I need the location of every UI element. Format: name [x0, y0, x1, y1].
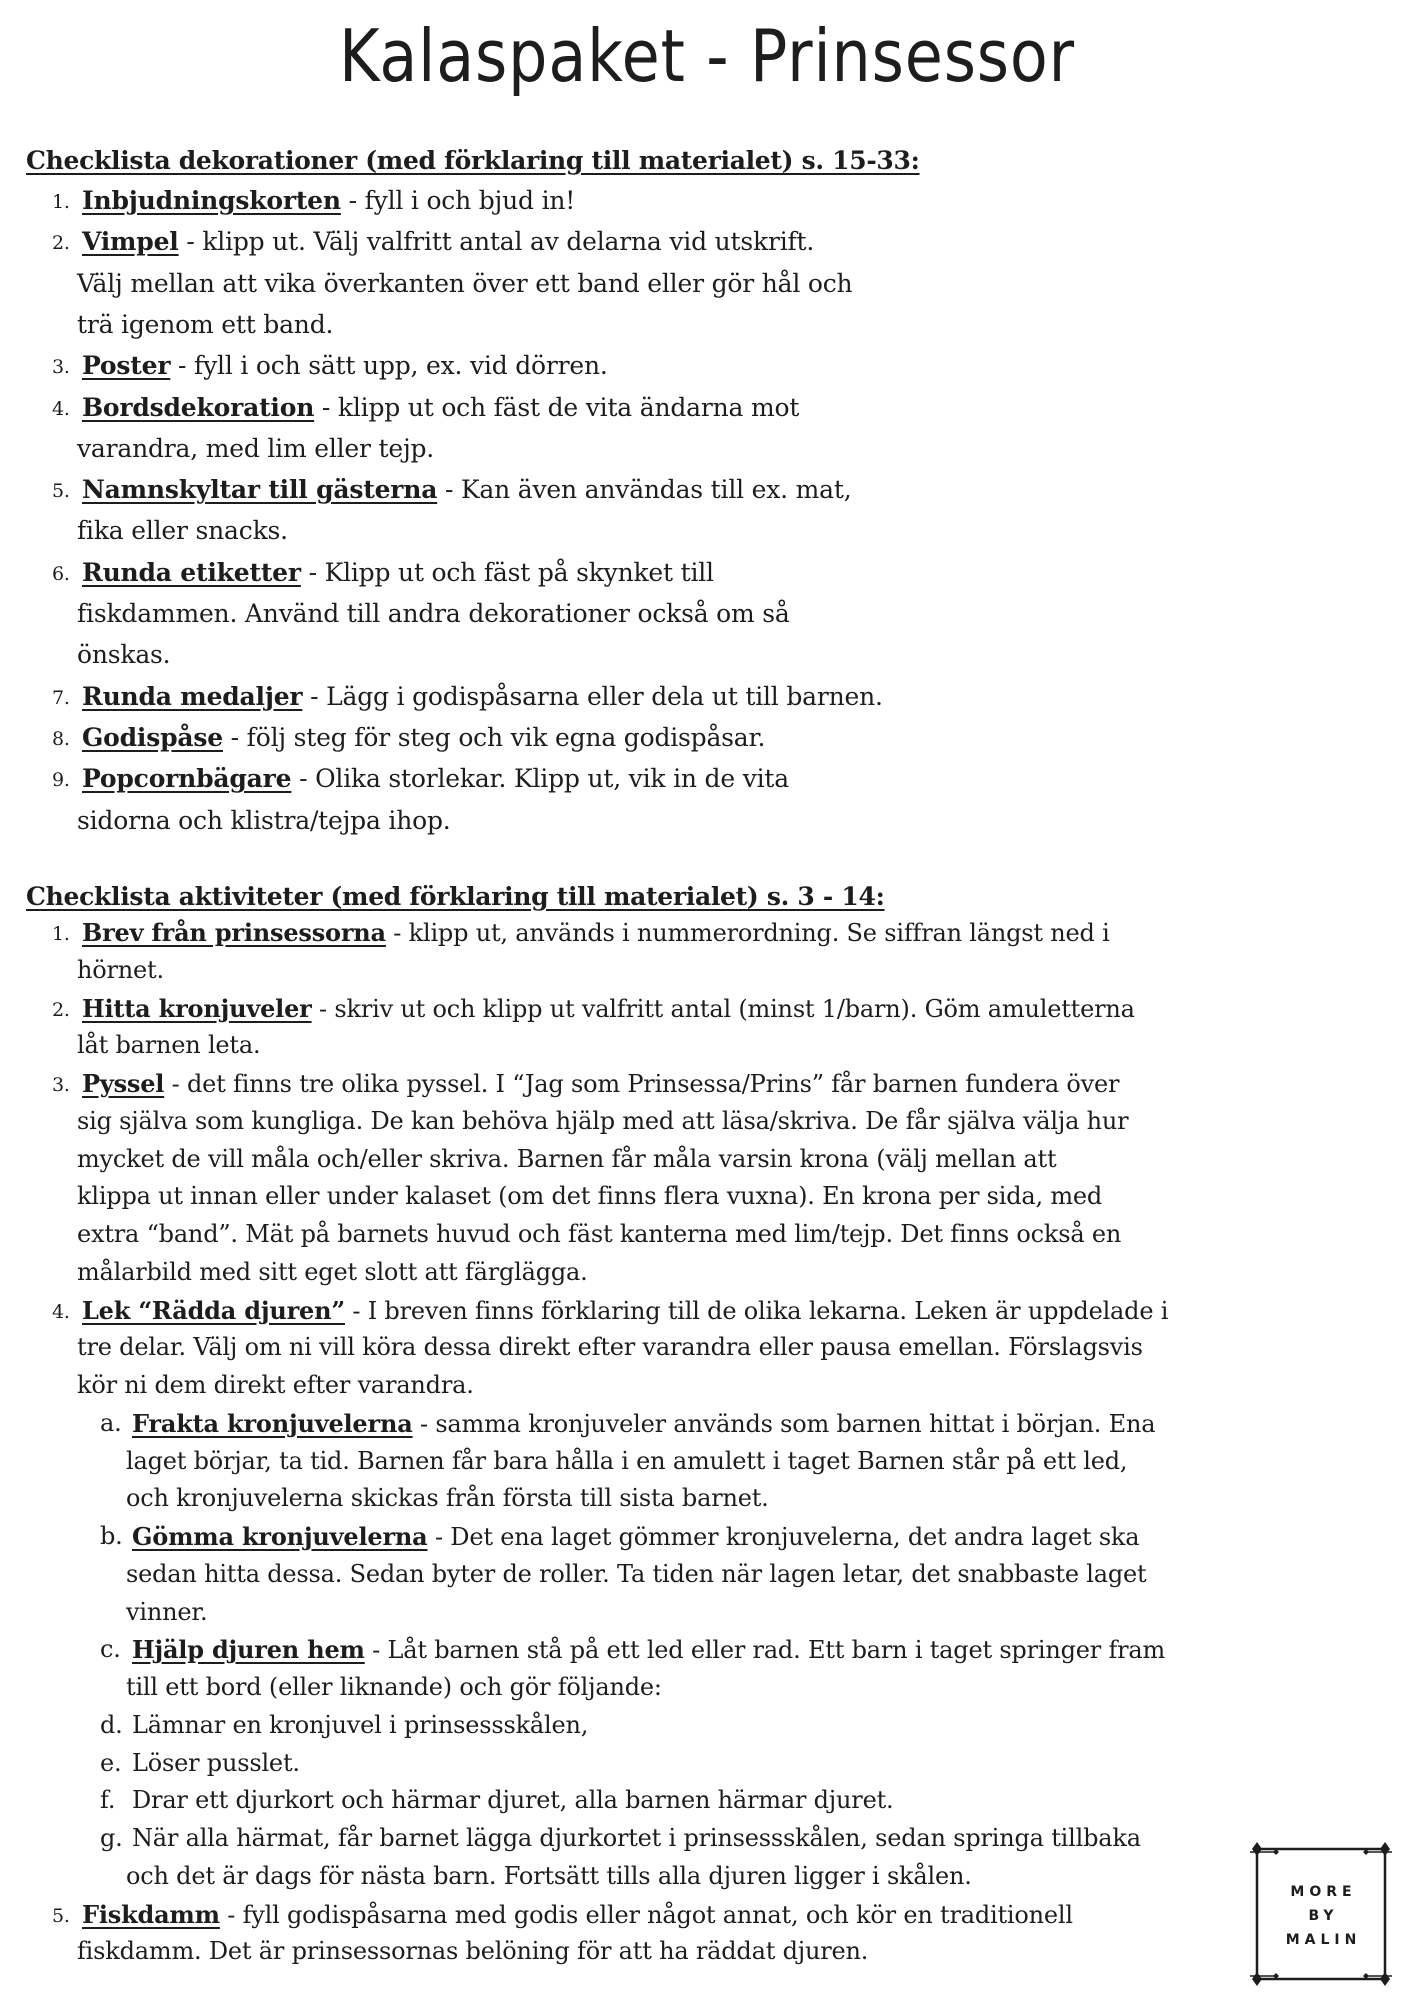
list-item-continuation	[77, 956, 164, 984]
sub-list-item	[100, 1522, 1140, 1551]
item-text: Välj mellan att vika överkanten över ett band eller gör hål och	[77, 268, 853, 298]
list-number: 1.	[52, 923, 70, 945]
item-text: - följ steg för steg och vik egna godispåsar.	[222, 722, 766, 752]
sub-list-item	[100, 1748, 300, 1777]
item-text: - skriv ut och klipp ut valfritt antal (minst 1/barn). Göm amuletterna	[311, 994, 1135, 1023]
sub-item-text: till ett bord (eller liknande) och gör följande:	[126, 1673, 662, 1701]
list-number: 5.	[52, 480, 70, 503]
sub-list-item-continuation	[126, 1484, 769, 1512]
item-text: varandra, med lim eller tejp.	[77, 433, 435, 463]
item-text: - klipp ut, används i nummerordning. Se siffran längst ned i	[385, 919, 1110, 947]
logo-line-malin: MALIN	[1285, 1932, 1362, 1948]
list-number: 2.	[52, 232, 70, 255]
list-number: 5.	[52, 1904, 70, 1927]
sub-list-item	[100, 1824, 1141, 1852]
sub-list-letter: c.	[100, 1635, 121, 1664]
item-text: låt barnen leta.	[77, 1031, 261, 1060]
sub-item-term: Hjälp djuren hem	[132, 1635, 365, 1665]
item-text: - fyll godispåsarna med godis eller något annat, och kör en traditionell	[219, 1900, 1073, 1929]
list-item	[52, 475, 852, 505]
sub-list-item-continuation	[126, 1560, 1146, 1588]
list-item-continuation	[77, 269, 852, 298]
sub-item-text: - samma kronjuveler används som barnen hittat i början. Ena	[412, 1409, 1156, 1438]
sub-item-text: sedan hitta dessa. Sedan byter de roller. Ta tiden när lagen letar, det snabbaste laget	[126, 1559, 1147, 1588]
list-number: 8.	[52, 727, 70, 750]
item-text: hörnet.	[77, 955, 164, 984]
item-term: Runda etiketter	[82, 557, 301, 587]
item-text: - Lägg i godispåsarna eller dela ut till barnen.	[302, 681, 883, 711]
item-term: Brev från prinsessorna	[82, 918, 386, 947]
item-term: Namnskyltar till gästerna	[82, 475, 438, 505]
list-item	[52, 1069, 1120, 1098]
list-item	[52, 764, 789, 794]
item-text: tre delar. Välj om ni vill köra dessa direkt efter varandra eller pausa emellan. Förslagsvis	[77, 1333, 1143, 1362]
list-item-continuation	[77, 516, 288, 545]
item-text: fika eller snacks.	[77, 516, 288, 546]
item-text: - fyll i och bjud in!	[340, 186, 576, 215]
list-item-continuation	[77, 1220, 1121, 1248]
item-text: mycket de vill måla och/eller skriva. Barnen får måla varsin krona (välj mellan att	[77, 1144, 1057, 1173]
item-text: klippa ut innan eller under kalaset (om det finns flera vuxna). En krona per sida, med	[77, 1182, 1103, 1211]
list-item-continuation	[77, 1182, 1102, 1210]
logo-line-more: MORE	[1290, 1884, 1357, 1900]
list-item-continuation	[77, 1031, 260, 1059]
item-text: trä igenom ett band.	[77, 309, 334, 339]
sub-list-item	[100, 1635, 1166, 1665]
item-term: Pyssel	[82, 1069, 165, 1098]
sub-list-item-continuation	[126, 1673, 662, 1701]
list-item	[52, 186, 576, 215]
list-number: 2.	[52, 998, 70, 1021]
item-text: extra “band”. Mät på barnets huvud och fäst kanterna med lim/tejp. Det finns också en	[77, 1220, 1122, 1248]
item-text: sidorna och klistra/tejpa ihop.	[77, 805, 451, 835]
list-item	[52, 351, 608, 381]
item-term: Poster	[82, 351, 171, 381]
sub-item-text: och kronjuvelerna skickas från första till sista barnet.	[126, 1484, 769, 1513]
sub-item-term: Frakta kronjuvelerna	[132, 1408, 413, 1438]
sub-item-text: - Det ena laget gömmer kronjuvelerna, det andra laget ska	[427, 1523, 1140, 1551]
brand-logo	[1248, 1840, 1394, 1988]
sub-list-letter: b.	[100, 1522, 123, 1550]
list-item-continuation	[77, 1937, 868, 1965]
item-text: - Klipp ut och fäst på skynket till	[300, 557, 714, 587]
item-text: - det finns tre olika pyssel. I “Jag som Prinsessa/Prins” får barnen fundera över	[164, 1070, 1120, 1098]
list-item-continuation	[77, 434, 434, 463]
item-text: fiskdammen. Använd till andra dekorationer också om så	[77, 599, 790, 628]
list-item-continuation	[77, 1371, 474, 1399]
list-number: 9.	[52, 769, 70, 792]
item-text: kör ni dem direkt efter varandra.	[77, 1371, 474, 1399]
item-term: Inbjudningskorten	[82, 186, 341, 215]
sub-list-item-continuation	[126, 1598, 207, 1626]
item-term: Popcornbägare	[82, 764, 292, 794]
list-item-continuation	[77, 806, 451, 835]
sub-list-item-continuation	[126, 1862, 972, 1890]
decorations-heading: Checklista dekorationer (med förklaring till materialet) s. 15-33:	[26, 146, 920, 175]
sub-list-letter: g.	[100, 1824, 123, 1852]
item-text: sig själva som kungliga. De kan behöva hjälp med att läsa/skriva. De får själva välja hur	[77, 1106, 1129, 1135]
item-text: - klipp ut och fäst de vita ändarna mot	[314, 392, 800, 422]
sub-item-text: och det är dags för nästa barn. Fortsätt tills alla djuren ligger i skålen.	[126, 1861, 972, 1890]
list-item	[52, 993, 1135, 1023]
list-item-continuation	[77, 640, 170, 669]
page-title: Kalaspaket - Prinsessor	[338, 14, 1075, 98]
list-item	[52, 722, 766, 752]
list-item-continuation	[77, 1258, 588, 1286]
sub-list-letter: e.	[100, 1748, 122, 1777]
sub-item-term: Gömma kronjuvelerna	[132, 1522, 428, 1551]
list-item-continuation	[77, 1107, 1128, 1135]
list-item	[52, 392, 800, 422]
activities-heading: Checklista aktiviteter (med förklaring till materialet) s. 3 - 14:	[26, 882, 885, 911]
list-number: 6.	[52, 562, 70, 585]
list-item	[52, 1899, 1073, 1929]
item-text: fiskdamm. Det är prinsessornas belöning för att ha räddat djuren.	[77, 1937, 869, 1966]
sub-item-text: Drar ett djurkort och härmar djuret, alla barnen härmar djuret.	[132, 1786, 894, 1815]
item-term: Fiskdamm	[82, 1899, 220, 1929]
sub-item-text: - Låt barnen stå på ett led eller rad. Ett barn i taget springer fram	[364, 1636, 1166, 1665]
sub-item-text: Lämnar en kronjuvel i prinsessskålen,	[132, 1710, 589, 1739]
item-text: - fyll i och sätt upp, ex. vid dörren.	[170, 351, 608, 381]
logo-line-by: BY	[1308, 1908, 1339, 1924]
item-text: önskas.	[77, 640, 171, 670]
item-text: - Kan även användas till ex. mat,	[437, 475, 852, 505]
list-number: 7.	[52, 686, 70, 709]
item-text: - I breven finns förklaring till de olika lekarna. Leken är uppdelade i	[344, 1296, 1169, 1325]
item-term: Bordsdekoration	[82, 392, 315, 422]
item-term: Godispåse	[82, 722, 223, 752]
list-item-continuation	[77, 599, 790, 628]
list-item-continuation	[77, 1145, 1056, 1173]
sub-list-letter: d.	[100, 1710, 123, 1739]
list-item	[52, 681, 883, 711]
list-number: 4.	[52, 397, 70, 420]
list-item	[52, 227, 815, 257]
item-text: - Olika storlekar. Klipp ut, vik in de vita	[291, 764, 789, 794]
sub-item-text: laget börjar, ta tid. Barnen får bara hålla i en amulett i taget Barnen står på ett led,	[126, 1446, 1128, 1475]
list-item	[52, 1295, 1169, 1325]
list-number: 3.	[52, 1074, 70, 1096]
item-text: - klipp ut. Välj valfritt antal av delarna vid utskrift.	[178, 227, 815, 257]
item-term: Vimpel	[82, 227, 179, 257]
sub-list-item	[100, 1786, 894, 1815]
sub-list-item	[100, 1710, 589, 1739]
list-number: 1.	[52, 191, 70, 213]
list-item-continuation	[77, 310, 333, 339]
sub-list-item	[100, 1408, 1156, 1438]
item-term: Hitta kronjuveler	[82, 993, 312, 1023]
sub-list-item-continuation	[126, 1447, 1127, 1475]
sub-item-text: När alla härmat, får barnet lägga djurkortet i prinsessskålen, sedan springa tillbaka	[132, 1824, 1141, 1852]
item-term: Runda medaljer	[82, 681, 303, 711]
sub-list-letter: a.	[100, 1408, 122, 1437]
list-number: 4.	[52, 1300, 70, 1323]
list-item	[52, 918, 1110, 947]
sub-item-text: vinner.	[126, 1597, 208, 1626]
item-term: Lek “Rädda djuren”	[82, 1295, 345, 1325]
list-item	[52, 557, 714, 587]
sub-item-text: Löser pusslet.	[132, 1748, 300, 1777]
list-item-continuation	[77, 1333, 1143, 1361]
item-text: målarbild med sitt eget slott att färglägga.	[77, 1257, 588, 1286]
sub-list-letter: f.	[100, 1786, 116, 1815]
list-number: 3.	[52, 356, 70, 379]
